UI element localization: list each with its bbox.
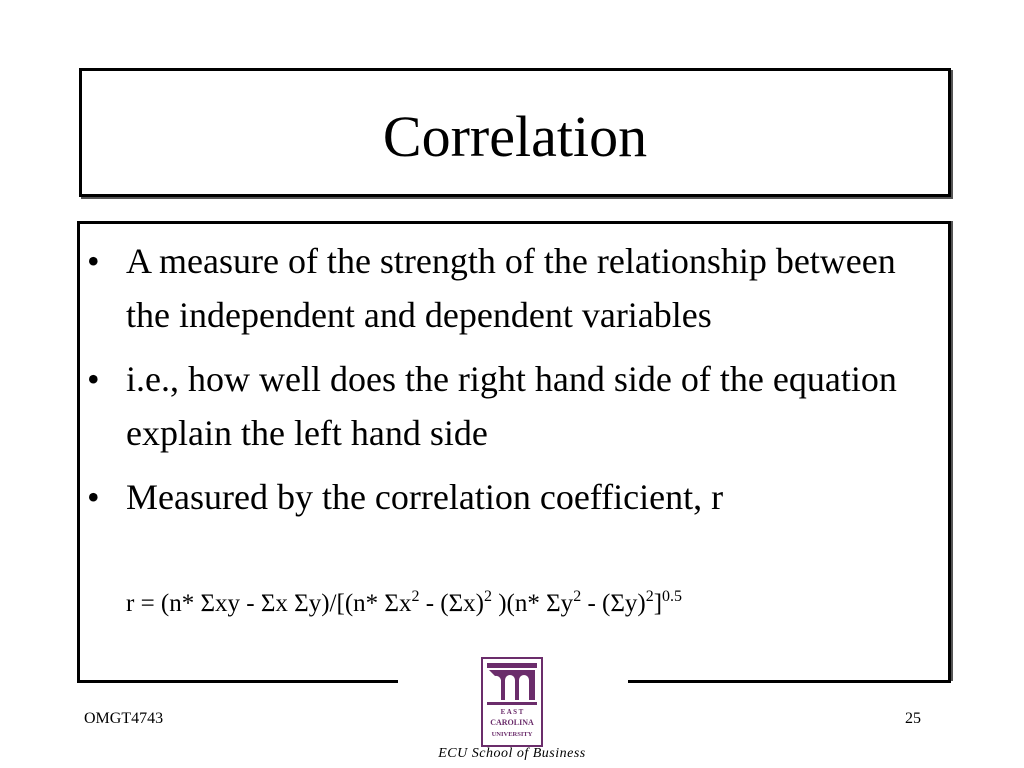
- bullet-item: [85, 352, 941, 460]
- bullet-text: A measure of the strength of the relationship between the independent and dependent variables: [126, 241, 896, 335]
- title-box: [79, 68, 951, 197]
- bullet-icon: •: [87, 359, 100, 399]
- bullet-item: [85, 470, 941, 524]
- bullet-icon: •: [87, 477, 100, 517]
- slide-title: Correlation: [382, 103, 648, 169]
- formula-exponent: 2: [483, 588, 492, 605]
- formula-exponent: 2: [411, 588, 420, 605]
- logo-line: E A S T: [500, 708, 524, 716]
- formula-exponent: 2: [573, 588, 582, 605]
- bullet-icon: •: [87, 241, 100, 281]
- ecu-cupola-logo-icon: [481, 657, 543, 747]
- bottom-border-left: [77, 680, 398, 683]
- logo-line: UNIVERSITY: [491, 731, 533, 738]
- school-name: ECU School of Business: [438, 746, 586, 761]
- page-number: 25: [905, 710, 921, 727]
- formula-part: )(n* Σy: [491, 590, 574, 617]
- formula-part: - (Σy): [581, 590, 646, 617]
- logo-line: CAROLINA: [490, 718, 534, 727]
- formula-part: ]: [653, 590, 663, 617]
- formula-part: r = (n* Σxy - Σx Σy)/[(n* Σx: [126, 590, 412, 617]
- bullet-item: [85, 234, 941, 342]
- formula-exponent: 2: [645, 588, 654, 605]
- bullet-text: Measured by the correlation coefficient, r: [126, 477, 724, 517]
- correlation-formula: [126, 590, 682, 618]
- bullet-list: [85, 234, 941, 534]
- formula-exponent: 0.5: [662, 588, 683, 605]
- bullet-text: i.e., how well does the right hand side of the equation explain the left hand side: [126, 359, 897, 453]
- bottom-border-right: [628, 680, 951, 683]
- formula-part: - (Σx): [419, 590, 484, 617]
- course-code: OMGT4743: [84, 710, 164, 727]
